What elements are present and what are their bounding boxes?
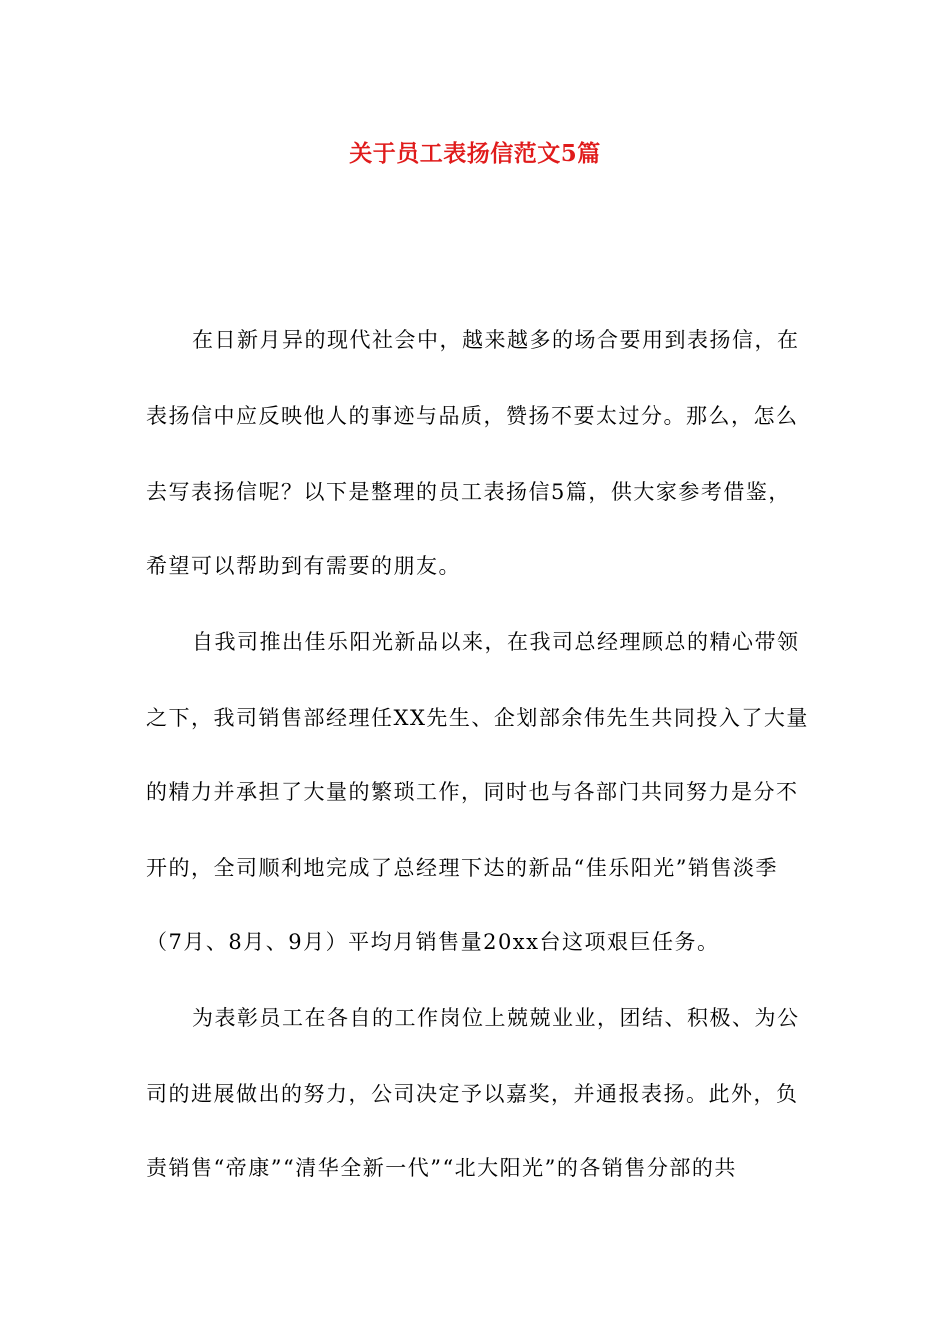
paragraph-2-line-2: 之下，我司销售部经理任XX先生、企划部余伟先生共同投入了大量	[146, 706, 809, 730]
paragraph-2-line-4: 开的，全司顺利地完成了总经理下达的新品“佳乐阳光”销售淡季	[146, 856, 778, 880]
paragraph-2-line-1: 自我司推出佳乐阳光新品以来，在我司总经理顾总的精心带领	[192, 630, 800, 654]
paragraph-2-line-3: 的精力并承担了大量的繁琐工作，同时也与各部门共同努力是分不	[146, 780, 799, 804]
paragraph-3-line-2: 司的进展做出的努力，公司决定予以嘉奖，并通报表扬。此外，负	[146, 1082, 799, 1106]
paragraph-1-line-3: 去写表扬信呢？以下是整理的员工表扬信5篇，供大家参考借鉴，	[146, 480, 791, 504]
document-title: 关于员工表扬信范文5篇	[349, 140, 601, 167]
paragraph-1-line-4: 希望可以帮助到有需要的朋友。	[146, 554, 461, 578]
paragraph-3-line-1: 为表彰员工在各自的工作岗位上兢兢业业，团结、积极、为公	[192, 1006, 800, 1030]
paragraph-1-line-1: 在日新月异的现代社会中，越来越多的场合要用到表扬信，在	[192, 328, 800, 352]
paragraph-2-line-5: （7月、8月、9月）平均月销售量20xx台这项艰巨任务。	[146, 930, 720, 954]
paragraph-3-line-3: 责销售“帝康”“清华全新一代”“北大阳光”的各销售分部的共	[146, 1156, 737, 1180]
paragraph-1-line-2: 表扬信中应反映他人的事迹与品质，赞扬不要太过分。那么，怎么	[146, 404, 799, 428]
